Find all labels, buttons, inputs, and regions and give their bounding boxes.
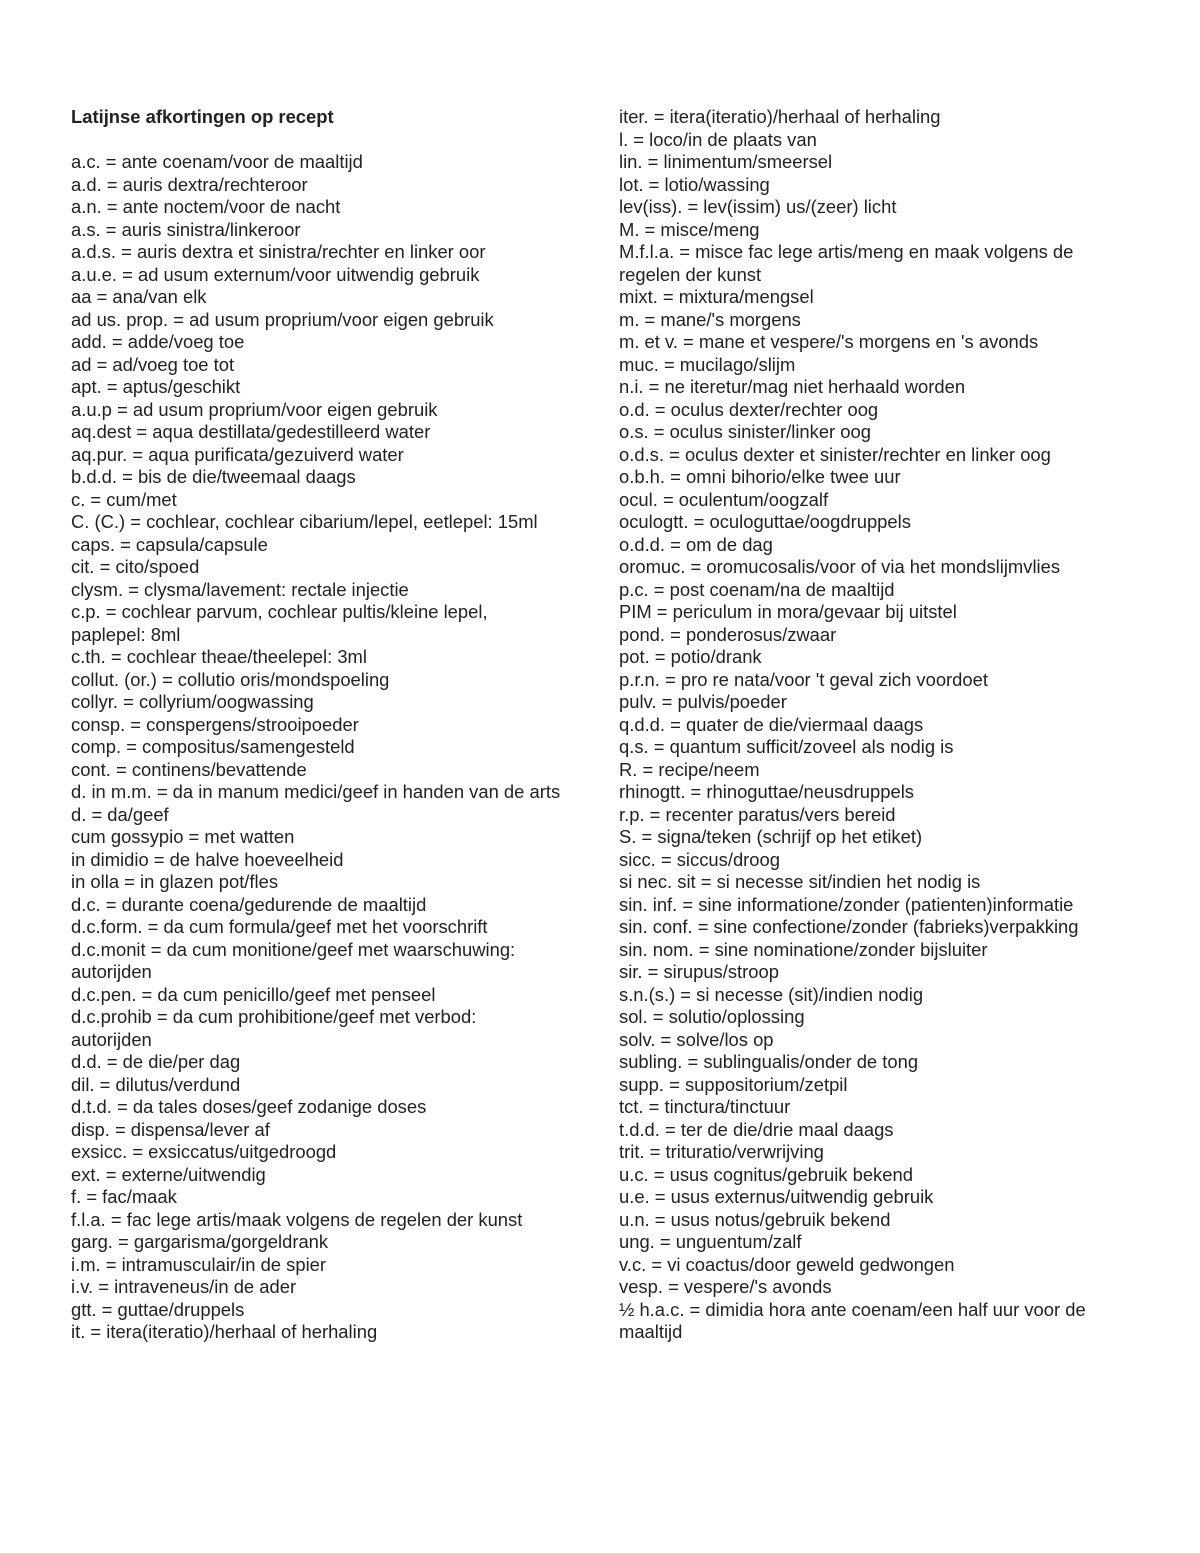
abbreviation-entry: sin. inf. = sine informatione/zonder (patienten)informatie	[619, 893, 1074, 915]
abbreviation-entry: lev(iss). = lev(issim) us/(zeer) licht	[619, 196, 897, 217]
abbreviation-entry: c.th. = cochlear theae/theelepel: 3ml	[71, 646, 367, 667]
abbreviation-entry: o.d.s. = oculus dexter et sinister/rechter en linker oog	[619, 443, 1051, 465]
abbreviation-entry: o.b.h. = omni bihorio/elke twee uur	[619, 466, 901, 487]
abbreviation-entry: u.c. = usus cognitus/gebruik bekend	[619, 1163, 913, 1185]
abbreviation-entry: q.d.d. = quater de die/viermaal daags	[619, 713, 924, 735]
abbreviation-entry: sicc. = siccus/droog	[619, 848, 780, 870]
abbreviation-entry: tct. = tinctura/tinctuur	[619, 1096, 791, 1117]
abbreviation-entry: q.s. = quantum sufficit/zoveel als nodig is	[619, 736, 954, 757]
abbreviation-entry: ext. = externe/uitwendig	[71, 1163, 266, 1185]
abbreviation-entry: t.d.d. = ter de die/drie maal daags	[619, 1118, 894, 1140]
abbreviation-entry: mixt. = mixtura/mengsel	[619, 286, 814, 307]
abbreviation-entry: ocul. = oculentum/oogzalf	[619, 488, 829, 510]
abbreviation-entry: d.t.d. = da tales doses/geef zodanige doses	[71, 1096, 427, 1117]
abbreviation-entry: sin. conf. = sine confectione/zonder (fabrieks)verpakking	[619, 916, 1079, 937]
abbreviation-entry: cit. = cito/spoed	[71, 556, 200, 577]
abbreviation-entry: u.e. = usus externus/uitwendig gebruik	[619, 1186, 934, 1207]
abbreviation-entry: apt. = aptus/geschikt	[71, 376, 241, 397]
abbreviation-entry: d.c.form. = da cum formula/geef met het voorschrift	[71, 916, 488, 937]
abbreviation-entry: sol. = solutio/oplossing	[619, 1006, 805, 1027]
abbreviation-entry: comp. = compositus/samengesteld	[71, 736, 355, 757]
abbreviation-entry: o.d. = oculus dexter/rechter oog	[619, 398, 879, 420]
abbreviation-entry: l. = loco/in de plaats van	[619, 128, 817, 150]
abbreviation-entry: v.c. = vi coactus/door geweld gedwongen	[619, 1253, 955, 1275]
abbreviation-entry: supp. = suppositorium/zetpil	[619, 1073, 848, 1095]
abbreviation-entry: f. = fac/maak	[71, 1186, 177, 1207]
abbreviation-entry: d.c.pen. = da cum penicillo/geef met penseel	[71, 983, 436, 1005]
abbreviation-entry: n.i. = ne iteretur/mag niet herhaald worden	[619, 376, 966, 397]
abbreviation-entry: c.p. = cochlear parvum, cochlear pultis/kleine lepel, paplepel: 8ml	[71, 601, 488, 645]
left-entry-list	[71, 151, 561, 1344]
abbreviation-entry: oculogtt. = oculoguttae/oogdruppels	[619, 511, 911, 532]
abbreviation-entry: pot. = potio/drank	[619, 646, 762, 667]
abbreviation-entry: collyr. = collyrium/oogwassing	[71, 691, 314, 712]
abbreviation-entry: a.d. = auris dextra/rechteroor	[71, 173, 308, 195]
abbreviation-entry: rhinogtt. = rhinoguttae/neusdruppels	[619, 781, 914, 802]
abbreviation-entry: pulv. = pulvis/poeder	[619, 691, 787, 712]
abbreviation-entry: f.l.a. = fac lege artis/maak volgens de regelen der kunst	[71, 1208, 523, 1230]
abbreviation-entry: ung. = unguentum/zalf	[619, 1231, 802, 1252]
abbreviation-entry: si nec. sit = si necesse sit/indien het nodig is	[619, 871, 981, 892]
abbreviation-entry: PIM = periculum in mora/gevaar bij uitstel	[619, 601, 957, 622]
abbreviation-entry: d.c.prohib = da cum prohibitione/geef met verbod: autorijden	[71, 1006, 477, 1050]
abbreviation-entry: ad = ad/voeg toe tot	[71, 353, 235, 375]
abbreviation-entry: o.s. = oculus sinister/linker oog	[619, 421, 871, 442]
abbreviation-entry: r.p. = recenter paratus/vers bereid	[619, 803, 896, 825]
abbreviation-entry: exsicc. = exsiccatus/uitgedroogd	[71, 1141, 337, 1162]
abbreviation-entry: consp. = conspergens/strooipoeder	[71, 713, 359, 735]
abbreviation-entry: clysm. = clysma/lavement: rectale injectie	[71, 578, 409, 600]
abbreviation-entry: d.c.monit = da cum monitione/geef met waarschuwing: autorijden	[71, 938, 516, 982]
abbreviation-entry: d. = da/geef	[71, 803, 169, 825]
abbreviation-entry: a.c. = ante coenam/voor de maaltijd	[71, 151, 363, 172]
abbreviation-entry: M. = misce/meng	[619, 218, 760, 240]
right-entry-list	[619, 106, 1109, 1344]
abbreviation-entry: disp. = dispensa/lever af	[71, 1118, 270, 1140]
abbreviation-entry: trit. = trituratio/verwrijving	[619, 1141, 824, 1162]
abbreviation-entry: R. = recipe/neem	[619, 758, 760, 780]
abbreviation-entry: muc. = mucilago/slijm	[619, 353, 796, 375]
abbreviation-entry: caps. = capsula/capsule	[71, 533, 268, 555]
abbreviation-entry: in dimidio = de halve hoeveelheid	[71, 848, 344, 870]
abbreviation-entry: i.v. = intraveneus/in de ader	[71, 1276, 297, 1297]
abbreviation-entry: C. (C.) = cochlear, cochlear cibarium/lepel, eetlepel: 15ml	[71, 511, 538, 532]
abbreviation-entry: aa = ana/van elk	[71, 286, 207, 307]
abbreviation-entry: add. = adde/voeg toe	[71, 331, 245, 352]
title-spacer	[71, 129, 561, 152]
abbreviation-entry: m. et v. = mane et vespere/'s morgens en 's avonds	[619, 331, 1039, 352]
abbreviation-entry: ad us. prop. = ad usum proprium/voor eigen gebruik	[71, 308, 494, 330]
abbreviation-entry: sin. nom. = sine nominatione/zonder bijsluiter	[619, 938, 988, 960]
abbreviation-entry: a.s. = auris sinistra/linkeroor	[71, 218, 301, 240]
abbreviation-entry: subling. = sublingualis/onder de tong	[619, 1051, 919, 1072]
abbreviation-entry: a.d.s. = auris dextra et sinistra/rechter en linker oor	[71, 241, 486, 262]
abbreviation-entry: vesp. = vespere/'s avonds	[619, 1276, 832, 1297]
abbreviation-entry: ½ h.a.c. = dimidia hora ante coenam/een half uur voor de maaltijd	[619, 1298, 1086, 1342]
abbreviation-entry: aq.pur. = aqua purificata/gezuiverd water	[71, 443, 404, 465]
abbreviation-entry: iter. = itera(iteratio)/herhaal of herhaling	[619, 106, 941, 127]
abbreviation-entry: sir. = sirupus/stroop	[619, 961, 779, 982]
abbreviation-entry: cont. = continens/bevattende	[71, 758, 307, 780]
left-column	[71, 106, 561, 1344]
abbreviation-entry: it. = itera(iteratio)/herhaal of herhaling	[71, 1321, 378, 1342]
abbreviation-entry: collut. (or.) = collutio oris/mondspoeling	[71, 668, 390, 690]
abbreviation-entry: dil. = dilutus/verdund	[71, 1073, 241, 1095]
abbreviation-entry: aq.dest = aqua destillata/gedestilleerd water	[71, 421, 431, 442]
abbreviation-entry: b.d.d. = bis de die/tweemaal daags	[71, 466, 356, 487]
abbreviation-entry: p.c. = post coenam/na de maaltijd	[619, 578, 895, 600]
abbreviation-entry: i.m. = intramusculair/in de spier	[71, 1253, 327, 1275]
abbreviation-entry: a.u.e. = ad usum externum/voor uitwendig gebruik	[71, 263, 480, 285]
abbreviation-entry: o.d.d. = om de dag	[619, 533, 773, 555]
abbreviation-entry: d.c. = durante coena/gedurende de maaltijd	[71, 893, 427, 915]
abbreviation-entry: d. in m.m. = da in manum medici/geef in handen van de arts	[71, 781, 561, 802]
abbreviation-entry: c. = cum/met	[71, 488, 177, 510]
abbreviation-entry: oromuc. = oromucosalis/voor of via het mondslijmvlies	[619, 556, 1061, 577]
abbreviation-entry: a.u.p = ad usum proprium/voor eigen gebruik	[71, 398, 438, 420]
abbreviation-entry: p.r.n. = pro re nata/voor 't geval zich voordoet	[619, 668, 988, 690]
abbreviation-entry: s.n.(s.) = si necesse (sit)/indien nodig	[619, 983, 924, 1005]
abbreviation-entry: gtt. = guttae/druppels	[71, 1298, 245, 1320]
abbreviation-entry: solv. = solve/los op	[619, 1028, 774, 1050]
abbreviation-entry: cum gossypio = met watten	[71, 826, 295, 847]
abbreviation-entry: lot. = lotio/wassing	[619, 173, 770, 195]
abbreviation-entry: d.d. = de die/per dag	[71, 1051, 241, 1072]
abbreviation-entry: lin. = linimentum/smeersel	[619, 151, 833, 172]
document-title: Latijnse afkortingen op recept	[71, 106, 334, 127]
abbreviation-entry: garg. = gargarisma/gorgeldrank	[71, 1231, 329, 1252]
abbreviation-entry: M.f.l.a. = misce fac lege artis/meng en maak volgens de regelen der kunst	[619, 241, 1074, 285]
abbreviation-entry: S. = signa/teken (schrijf op het etiket)	[619, 826, 923, 847]
abbreviation-entry: in olla = in glazen pot/fles	[71, 871, 279, 892]
abbreviation-entry: u.n. = usus notus/gebruik bekend	[619, 1208, 891, 1230]
abbreviation-entry: a.n. = ante noctem/voor de nacht	[71, 196, 341, 217]
right-column	[619, 106, 1109, 1344]
abbreviation-entry: m. = mane/'s morgens	[619, 308, 801, 330]
abbreviation-entry: pond. = ponderosus/zwaar	[619, 623, 837, 645]
